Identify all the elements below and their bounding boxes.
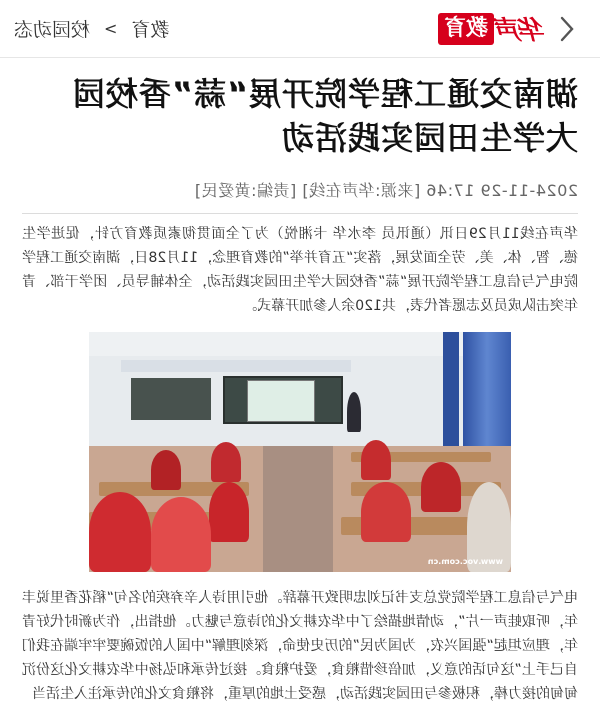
top-navigation-bar bbox=[0, 0, 600, 58]
photo-student bbox=[421, 462, 461, 512]
photo-projection-screen bbox=[247, 380, 315, 422]
logo-box-text: 教育 bbox=[438, 13, 494, 45]
article-paragraph-1: 华声在线11月29日讯（通讯员 李水华 卡湘悦）为了全面贯彻素质教育方针，促进学生德、智、体、美、劳全面发展，落实“五育并举”的教育理念，11月28日，湖南交通工程学院电气与信息工程学院开展“蒜”香校园大学生田园实践活动，全体辅导员、团学干部、青年突击队成员及志愿者代表，共120余人参加开幕式。 bbox=[22, 226, 578, 314]
photo-student bbox=[89, 492, 151, 572]
photo-aisle bbox=[263, 446, 333, 572]
site-logo[interactable] bbox=[438, 10, 546, 47]
breadcrumb-item-education[interactable]: 教育 bbox=[131, 19, 170, 41]
logo-script-text: 华声 bbox=[497, 16, 546, 46]
article-meta: 2024-11-29 17:46 [来源:华声在线] [责编:黄爱民] bbox=[194, 181, 578, 200]
photo-student bbox=[361, 440, 391, 480]
breadcrumb-item-campus-news[interactable]: 校园动态 bbox=[14, 19, 91, 41]
photo-student bbox=[211, 442, 241, 482]
article-header bbox=[0, 58, 600, 201]
photo-banner bbox=[121, 360, 351, 372]
photo-student bbox=[209, 482, 249, 542]
photo-blackboard-right bbox=[131, 378, 211, 420]
photo-speaker bbox=[347, 392, 361, 432]
photo-student bbox=[151, 497, 211, 572]
photo-watermark: www.voc.com.cn bbox=[427, 557, 503, 566]
photo-student bbox=[361, 482, 411, 542]
article-paragraph-2: 电气与信息工程学院党总支书记刘忠明致开幕辞。他引用诗人辛弃疾的名句“稻花香里说丰年，听取蛙声一片”，动情地描绘了中华农耕文化的诗意与魅力。他指出，作为新时代好青年，理应坦起“强国兴农，为国为民”的历史使命，深刻理解“中国人的饭碗要牢牢端在我们自己手上”这句话的意义，加倍珍惜粮食，爱护粮食。接过传承和弘扬中华农耕文化这份沉甸甸的接力棒，积极参与田园实践活动，感受土地的厚重，将粮食文化的传承注入生活当 bbox=[22, 590, 578, 702]
nav-left-group bbox=[438, 10, 578, 47]
breadcrumb-separator: > bbox=[104, 19, 118, 38]
chevron-left-icon bbox=[559, 16, 575, 42]
article-photo bbox=[89, 332, 511, 572]
breadcrumb bbox=[14, 15, 169, 42]
photo-student bbox=[151, 450, 181, 490]
photo-curtain-2 bbox=[443, 332, 459, 452]
article-title-line-1: 湖南交通工程学院开展“蒜”香校园 bbox=[71, 75, 578, 113]
back-button[interactable] bbox=[556, 14, 578, 44]
article-title-line-2: 大学生田园实践活动 bbox=[280, 119, 578, 157]
